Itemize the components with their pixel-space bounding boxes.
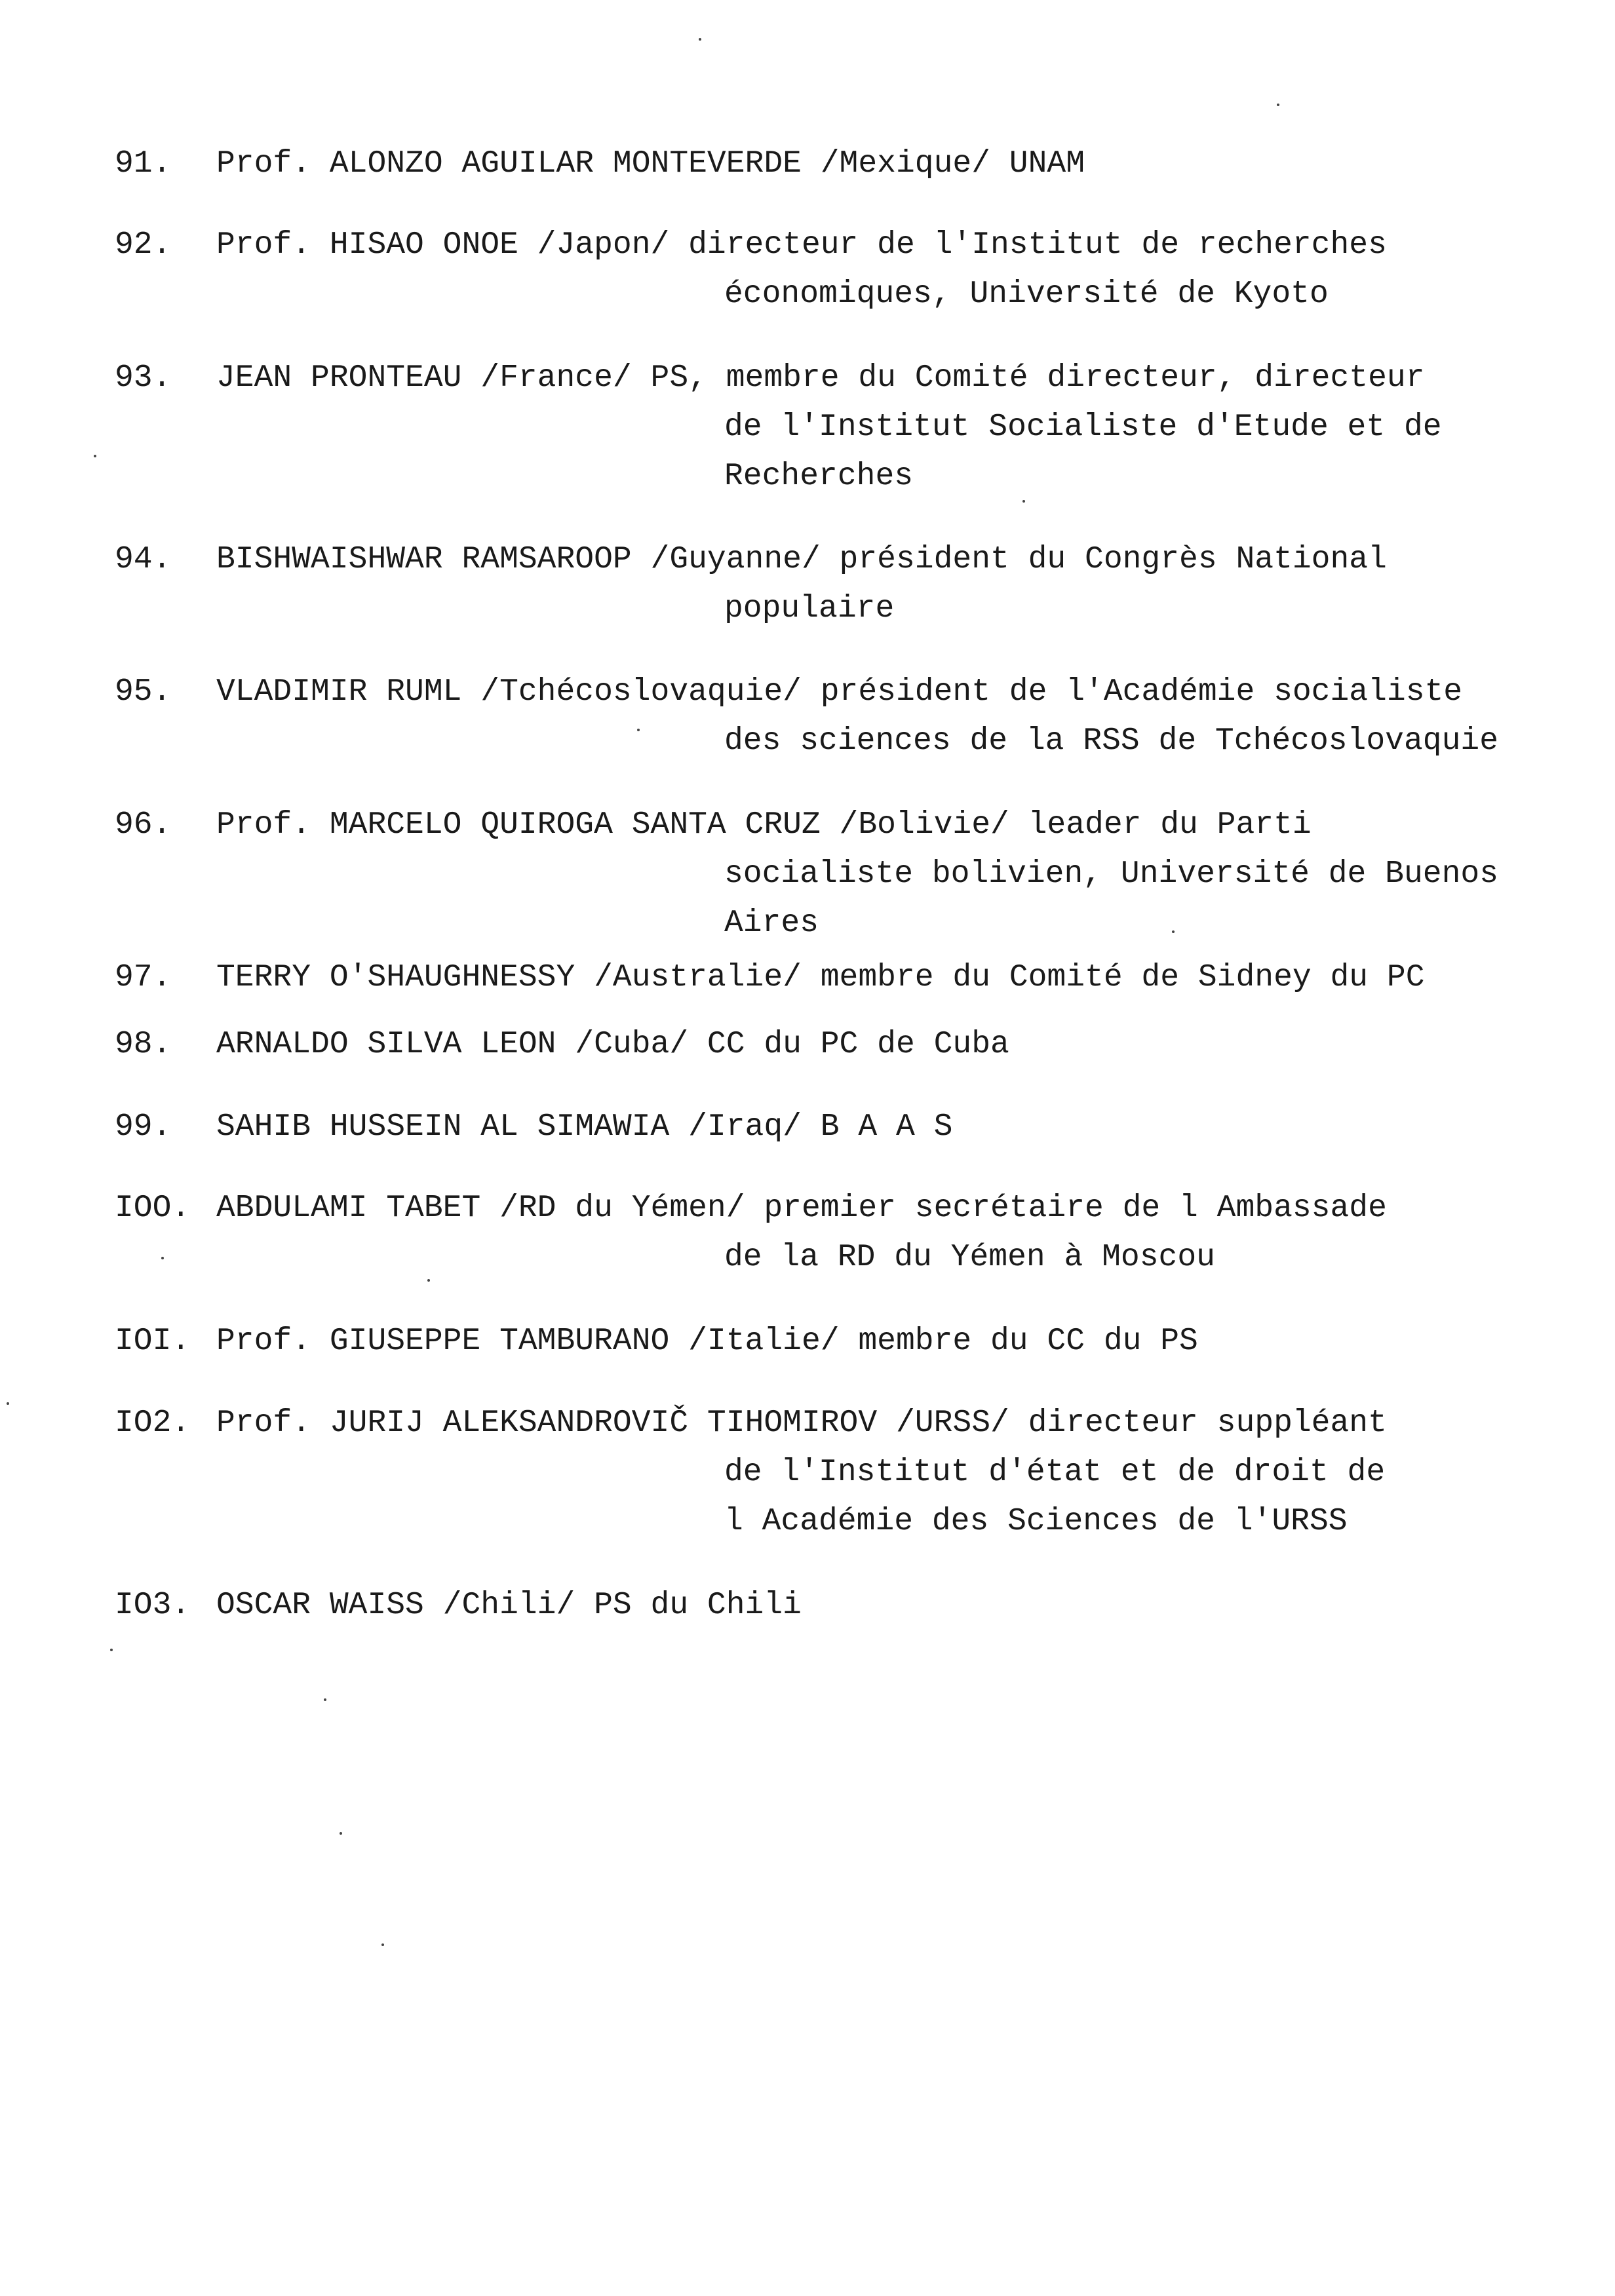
entry-number: 96. — [115, 807, 172, 843]
entry-number: IO2. — [115, 1406, 191, 1441]
entry-continuation: de la RD du Yémen à Moscou — [724, 1240, 1215, 1275]
entry-continuation: de l'Institut Socialiste d'Etude et de — [724, 410, 1442, 445]
entry-continuation: l Académie des Sciences de l'URSS — [724, 1504, 1348, 1539]
entry-text: OSCAR WAISS /Chili/ PS du Chili — [216, 1588, 802, 1623]
entry-number: 92. — [115, 227, 172, 263]
entry-number: IOI. — [115, 1324, 191, 1359]
entry-text: SAHIB HUSSEIN AL SIMAWIA /Iraq/ B A A S — [216, 1109, 953, 1145]
entry-number: 95. — [115, 674, 172, 710]
entry-number: 98. — [115, 1027, 172, 1062]
entry-continuation: Aires — [724, 906, 819, 941]
entry-text: Prof. GIUSEPPE TAMBURANO /Italie/ membre du CC du PS — [216, 1324, 1198, 1359]
entry-text: Prof. HISAO ONOE /Japon/ directeur de l'Institut de recherches — [216, 227, 1387, 263]
entry-number: IO3. — [115, 1588, 191, 1623]
entry-number: IOO. — [115, 1191, 191, 1226]
scan-speck — [637, 729, 640, 731]
entry-text: Prof. JURIJ ALEKSANDROVIČ TIHOMIROV /URSS/ directeur suppléant — [216, 1406, 1387, 1441]
scan-speck — [427, 1279, 430, 1282]
scan-speck — [324, 1698, 326, 1701]
entry-number: 97. — [115, 960, 172, 995]
entry-text: Prof. ALONZO AGUILAR MONTEVERDE /Mexique/ UNAM — [216, 146, 1085, 182]
scan-speck — [110, 1649, 113, 1651]
scan-speck — [7, 1402, 9, 1405]
scan-speck — [1172, 930, 1175, 933]
entry-number: 93. — [115, 360, 172, 396]
entry-text: VLADIMIR RUML /Tchécoslovaquie/ président de l'Académie socialiste — [216, 674, 1463, 710]
scan-speck — [1277, 104, 1279, 106]
entry-text: ABDULAMI TABET /RD du Yémen/ premier secrétaire de l Ambassade — [216, 1191, 1387, 1226]
entry-continuation: de l'Institut d'état et de droit de — [724, 1455, 1386, 1490]
scan-speck — [381, 1943, 384, 1946]
entry-continuation: économiques, Université de Kyoto — [724, 277, 1329, 312]
entry-number: 91. — [115, 146, 172, 182]
entry-text: ARNALDO SILVA LEON /Cuba/ CC du PC de Cuba — [216, 1027, 1009, 1062]
entry-text: BISHWAISHWAR RAMSAROOP /Guyanne/ président du Congrès National — [216, 542, 1387, 577]
entry-number: 94. — [115, 542, 172, 577]
entry-text: JEAN PRONTEAU /France/ PS, membre du Comité directeur, directeur — [216, 360, 1425, 396]
entry-text: TERRY O'SHAUGHNESSY /Australie/ membre du Comité de Sidney du PC — [216, 960, 1425, 995]
scan-speck — [94, 455, 96, 457]
entry-continuation: Recherches — [724, 459, 914, 494]
scan-speck — [340, 1832, 342, 1835]
entry-continuation: des sciences de la RSS de Tchécoslovaquie — [724, 723, 1498, 759]
entry-text: Prof. MARCELO QUIROGA SANTA CRUZ /Bolivie/ leader du Parti — [216, 807, 1312, 843]
scan-speck — [1022, 500, 1025, 503]
scan-speck — [161, 1257, 164, 1259]
entry-number: 99. — [115, 1109, 172, 1145]
entry-continuation: socialiste bolivien, Université de Buenos — [724, 856, 1498, 892]
scan-speck — [699, 38, 701, 41]
entry-continuation: populaire — [724, 591, 895, 626]
